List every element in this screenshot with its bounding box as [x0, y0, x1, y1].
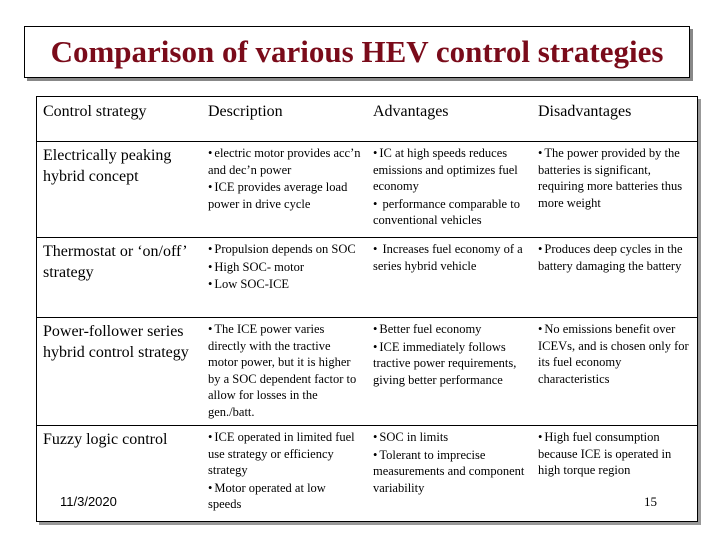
column-header: Advantages [373, 103, 449, 120]
description-cell [202, 425, 367, 521]
description-cell [202, 141, 367, 237]
advantage-item: • performance comparable to conventional vehicles [373, 196, 526, 229]
advantage-item: • IC at high speeds reduces emissions and optimizes fuel economy [373, 145, 526, 195]
advantages-cell [367, 237, 532, 317]
table-header-row [37, 97, 697, 141]
table-row [37, 141, 697, 237]
description-item: • electric motor provides acc’n and dec’n power [208, 145, 361, 178]
advantages-cell [367, 317, 532, 425]
advantages-cell [367, 141, 532, 237]
strategy-name: Thermostat or ‘on/off’ strategy [43, 243, 187, 281]
description-item: • Low SOC-ICE [208, 276, 361, 293]
advantages-cell [367, 425, 532, 521]
column-header: Description [208, 103, 283, 120]
description-item: • The ICE power varies directly with the tractive motor power, but it is higher by a SOC dependent factor to allow for losses in the gen./batt. [208, 321, 361, 420]
disadvantage-item: • High fuel consumption because ICE is operated in high torque region [538, 429, 691, 479]
advantage-item: • SOC in limits [373, 429, 526, 446]
strategy-name: Electrically peaking hybrid concept [43, 147, 172, 185]
strategy-name: Fuzzy logic control [43, 431, 168, 448]
advantage-item: • ICE immediately follows tractive power requirements, giving better performance [373, 339, 526, 389]
description-item: • ICE provides average load power in drive cycle [208, 179, 361, 212]
description-item: • Propulsion depends on SOC [208, 241, 361, 258]
column-header: Disadvantages [538, 103, 632, 120]
disadvantage-item: • Produces deep cycles in the battery damaging the battery [538, 241, 691, 274]
page-title: Comparison of various HEV control strategies [50, 34, 664, 69]
strategy-name: Power-follower series hybrid control strategy [43, 323, 189, 361]
disadvantage-item: • The power provided by the batteries is significant, requiring more batteries thus more weight [538, 145, 691, 211]
comparison-table [36, 96, 698, 522]
disadvantages-cell [532, 237, 697, 317]
disadvantage-item: • No emissions benefit over ICEVs, and is chosen only for its fuel economy characteristics [538, 321, 691, 387]
page-number: 15 [644, 494, 657, 509]
table-row [37, 317, 697, 425]
disadvantages-cell [532, 425, 697, 521]
advantage-item: • Tolerant to imprecise measurements and component variability [373, 447, 526, 497]
column-header: Control strategy [43, 103, 147, 120]
table-row [37, 425, 697, 521]
description-cell [202, 317, 367, 425]
description-item: • Motor operated at low speeds [208, 480, 361, 513]
disadvantages-cell [532, 317, 697, 425]
title-box [24, 26, 690, 78]
table-row [37, 237, 697, 317]
description-item: • High SOC- motor [208, 259, 361, 276]
description-cell [202, 237, 367, 317]
description-item: • ICE operated in limited fuel use strategy or efficiency strategy [208, 429, 361, 479]
advantage-item: • Increases fuel economy of a series hybrid vehicle [373, 241, 526, 274]
disadvantages-cell [532, 141, 697, 237]
footer-date: 11/3/2020 [60, 494, 117, 509]
advantage-item: • Better fuel economy [373, 321, 526, 338]
